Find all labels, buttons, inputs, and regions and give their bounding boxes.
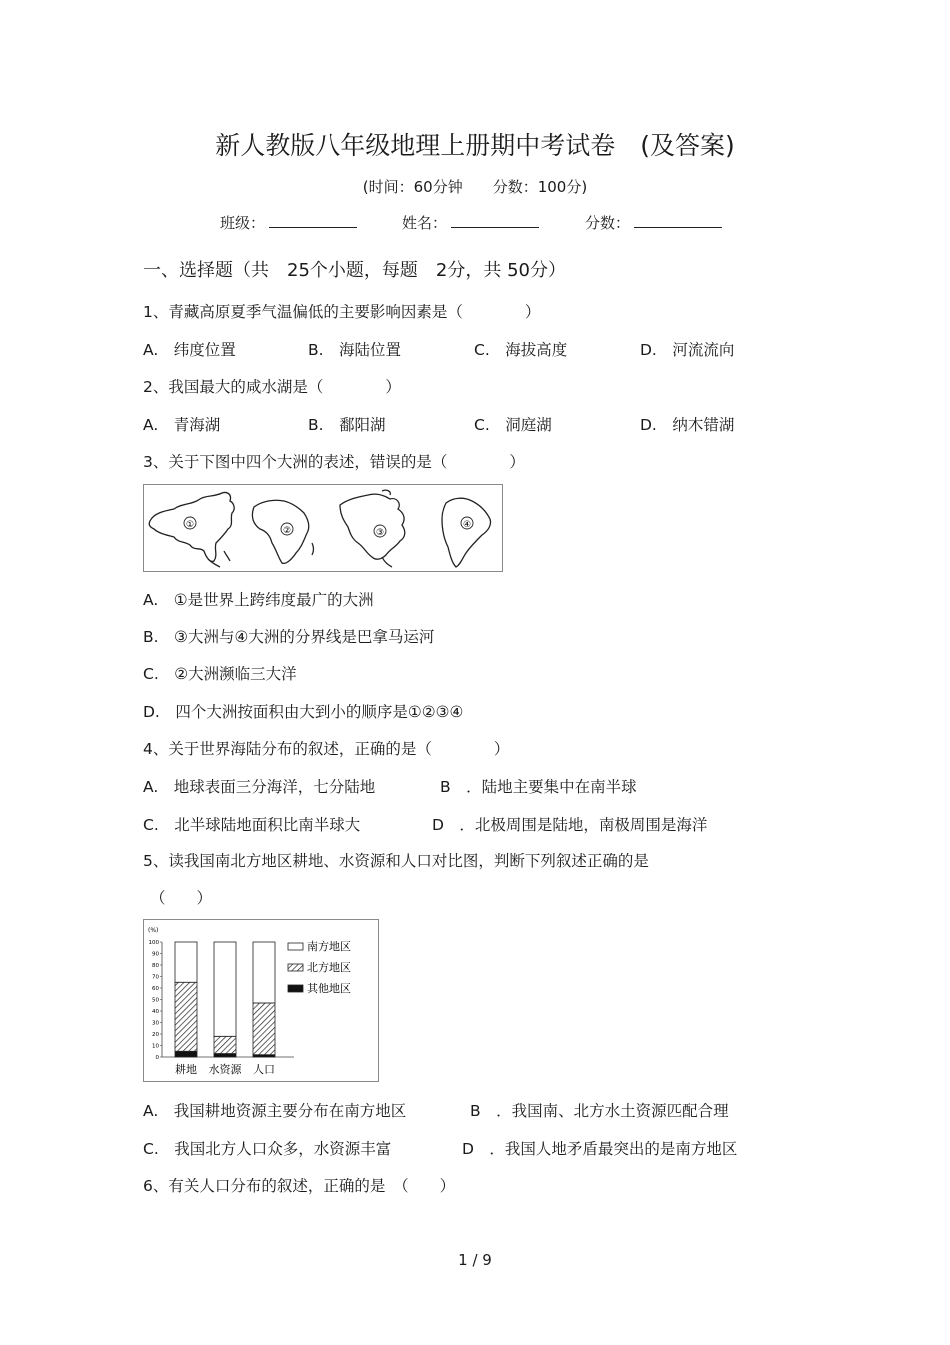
section-heading: 一、选择题（共 25个小题，每题 2分，共 50分） <box>143 260 566 281</box>
q5-option-a[interactable]: A. 我国耕地资源主要分布在南方地区 <box>143 1102 407 1120</box>
bar-segment <box>253 942 275 1003</box>
q1-option-d[interactable]: D. 河流流向 <box>640 341 735 359</box>
bar-segment <box>175 1051 197 1057</box>
question-1: 1、青藏高原夏季气温偏低的主要影响因素是（ ） <box>143 303 541 321</box>
continents-map-figure <box>143 484 503 572</box>
class-field[interactable] <box>220 212 357 233</box>
y-tick-label: 90 <box>152 951 159 958</box>
legend-swatch <box>288 943 303 950</box>
q5-option-b[interactable]: B ．我国南、北方水土资源匹配合理 <box>470 1102 729 1120</box>
y-tick-label: 0 <box>155 1055 159 1061</box>
question-6: 6、有关人口分布的叙述，正确的是 （ ） <box>143 1177 456 1195</box>
class-label: 班级： <box>220 214 266 232</box>
y-tick-label: 100 <box>148 940 159 946</box>
y-tick-label: 70 <box>152 974 159 981</box>
score-field[interactable] <box>585 212 722 233</box>
y-tick-label: 40 <box>152 1009 159 1015</box>
page-number: 1 / 9 <box>458 1251 492 1269</box>
score-blank[interactable] <box>634 213 722 228</box>
q2-option-d[interactable]: D. 纳木错湖 <box>640 416 735 434</box>
x-category-label: 水资源 <box>208 1063 242 1076</box>
legend-label: 南方地区 <box>307 940 351 953</box>
y-tick-label: 30 <box>152 1020 159 1027</box>
q3-option-a[interactable]: A. ①是世界上跨纬度最广的大洲 <box>143 591 374 609</box>
x-category-label: 人口 <box>253 1063 275 1076</box>
q2-option-b[interactable]: B. 鄱阳湖 <box>308 416 386 434</box>
q4-option-c[interactable]: C. 北半球陆地面积比南半球大 <box>143 816 361 834</box>
question-2: 2、我国最大的咸水湖是（ ） <box>143 378 401 396</box>
map-label-4: ④ <box>462 520 472 530</box>
legend-swatch <box>288 964 303 971</box>
q3-option-c[interactable]: C. ②大洲濒临三大洋 <box>143 665 297 683</box>
q3-option-d[interactable]: D. 四个大洲按面积由大到小的顺序是①②③④ <box>143 703 464 721</box>
name-blank[interactable] <box>451 213 539 228</box>
y-tick-label: 20 <box>152 1032 159 1038</box>
bar-segment <box>175 942 197 982</box>
q5-option-d[interactable]: D ．我国人地矛盾最突出的是南方地区 <box>462 1140 738 1158</box>
q1-option-b[interactable]: B. 海陆位置 <box>308 341 402 359</box>
class-blank[interactable] <box>269 213 357 228</box>
name-field[interactable] <box>402 212 539 233</box>
map-label-3: ③ <box>375 528 385 538</box>
score-label: 分数： <box>585 214 631 232</box>
resource-bar-chart <box>144 920 378 1081</box>
bar-segment <box>214 1054 236 1057</box>
bar-segment <box>253 1003 275 1055</box>
q1-option-a[interactable]: A. 纬度位置 <box>143 341 236 359</box>
north-america-outline <box>340 494 405 559</box>
q4-option-d[interactable]: D ．北极周围是陆地，南极周围是海洋 <box>432 816 708 834</box>
continents-map <box>144 485 502 571</box>
map-label-2: ② <box>282 526 292 536</box>
q1-option-c[interactable]: C. 海拔高度 <box>474 341 568 359</box>
chart-ylabel: (%) <box>148 927 159 934</box>
bar-segment <box>214 942 236 1036</box>
y-tick-label: 80 <box>152 963 159 969</box>
africa-outline <box>252 500 308 563</box>
name-label: 姓名： <box>402 214 448 232</box>
q5-option-c[interactable]: C. 我国北方人口众多，水资源丰富 <box>143 1140 392 1158</box>
q3-option-b[interactable]: B. ③大洲与④大洲的分界线是巴拿马运河 <box>143 628 435 646</box>
question-5: 5、读我国南北方地区耕地、水资源和人口对比图，判断下列叙述正确的是 <box>143 852 649 870</box>
y-tick-label: 50 <box>152 997 159 1004</box>
legend-label: 北方地区 <box>307 961 351 974</box>
q2-option-c[interactable]: C. 洞庭湖 <box>474 416 552 434</box>
q4-option-b[interactable]: B ．陆地主要集中在南半球 <box>440 778 637 796</box>
question-5-bracket: （ ） <box>150 889 213 907</box>
q2-option-a[interactable]: A. 青海湖 <box>143 416 221 434</box>
map-label-1: ① <box>185 520 195 530</box>
legend-swatch <box>288 985 303 992</box>
exam-info: (时间：60分钟 分数：100分) <box>362 178 588 196</box>
south-america-outline <box>442 498 491 567</box>
bar-segment <box>175 982 197 1051</box>
resource-chart-figure <box>143 919 379 1082</box>
x-category-label: 耕地 <box>175 1063 197 1076</box>
y-tick-label: 10 <box>152 1043 159 1050</box>
question-4: 4、关于世界海陆分布的叙述，正确的是（ ） <box>143 740 510 758</box>
page-title: 新人教版八年级地理上册期中考试卷 (及答案) <box>215 131 735 160</box>
legend-label: 其他地区 <box>307 982 351 995</box>
bar-segment <box>214 1036 236 1053</box>
y-tick-label: 60 <box>152 986 159 992</box>
q4-option-a[interactable]: A. 地球表面三分海洋，七分陆地 <box>143 778 376 796</box>
question-3: 3、关于下图中四个大洲的表述，错误的是（ ） <box>143 453 525 471</box>
